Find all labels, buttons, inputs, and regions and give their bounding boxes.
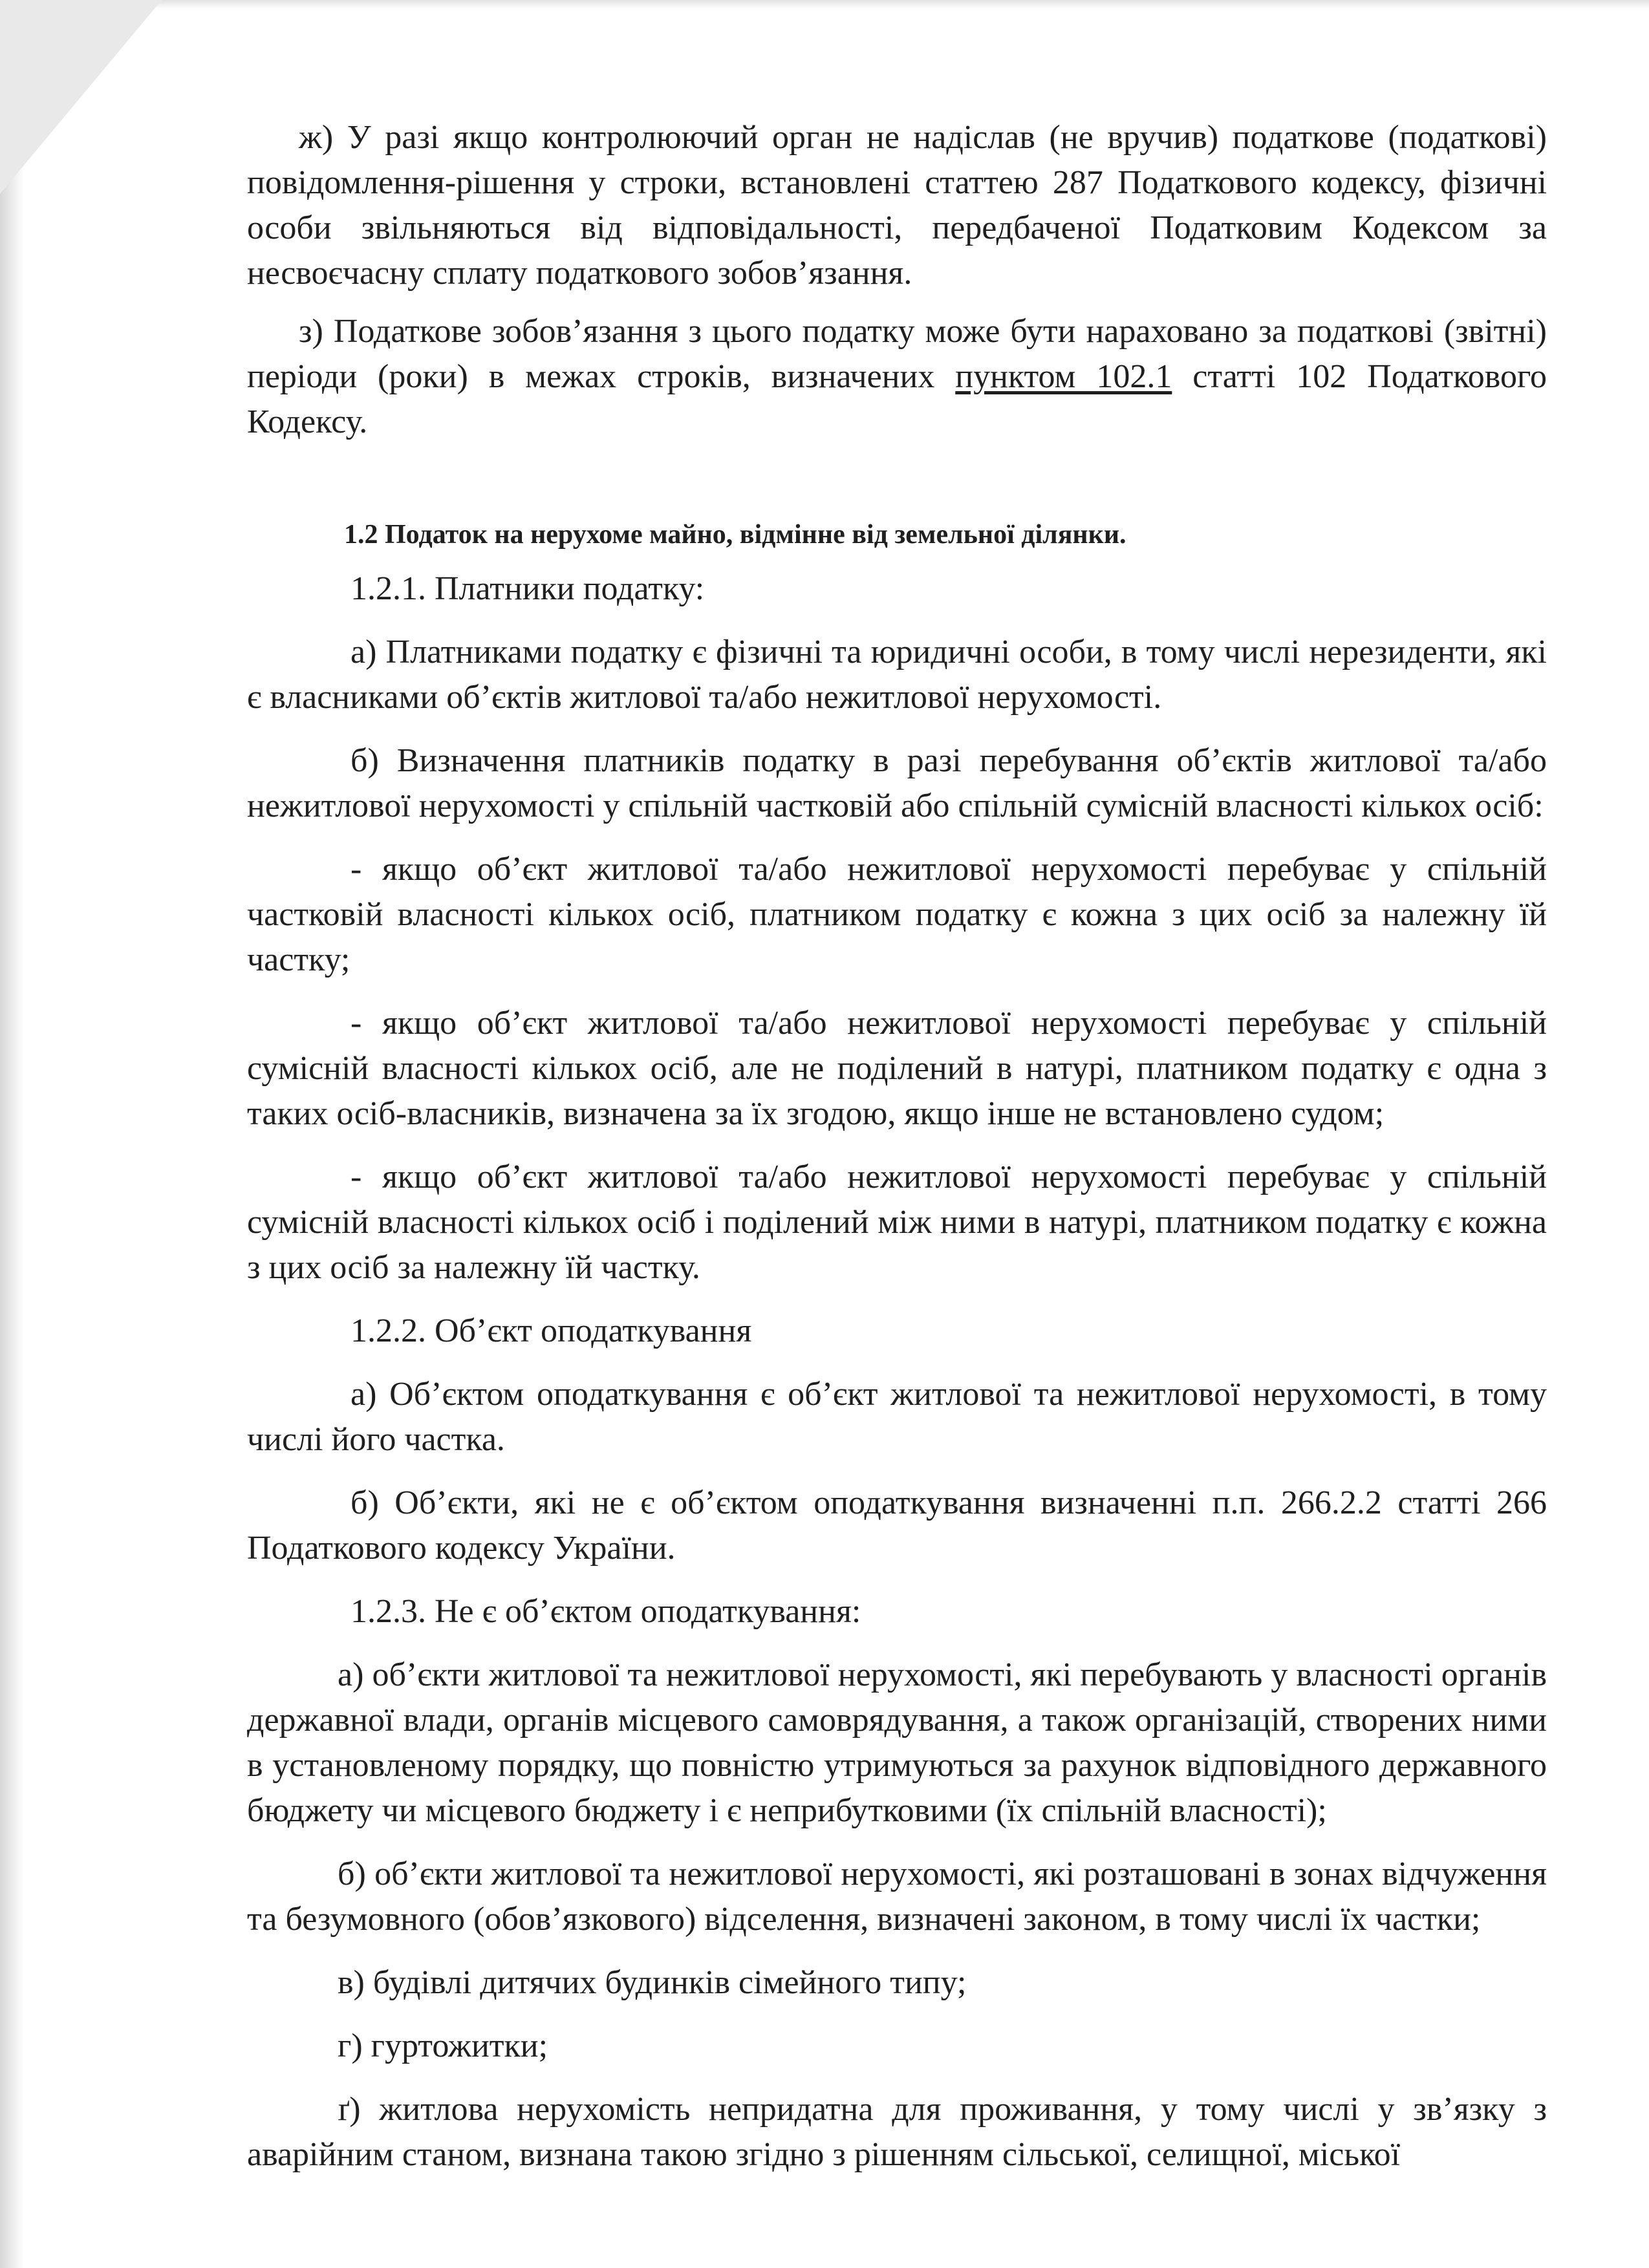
subsection-1-2-2: 1.2.2. Об’єкт оподаткування [350, 1312, 752, 1349]
paragraph-1-2-3-h: г) гуртожитки; [338, 2027, 548, 2064]
paragraph-1-2-3-v: в) будівлі дитячих будинків сімейного типу; [338, 1964, 967, 2001]
paragraph-1-2-3-b: б) об’єкти житлової та нежитлової нерухомості, які розташовані в зонах відчуження та безумовного (обов’язкового) відселення, визначені законом, в тому числі їх частки; [247, 1856, 1547, 1938]
paragraph-1-2-3-g: ґ) житлова нерухомість непридатна для проживання, у тому числі у зв’язку з аварійним станом, визнана такою згідно з рішенням сільської, селищної, міської [247, 2091, 1547, 2173]
paragraph-1-2-3-a: а) об’єкти житлової та нежитлової нерухомості, які перебувають у власності органів державної влади, органів місцевого самоврядування, а також організацій, створених ними в установленому порядку, що повністю утримуються за рахунок відповідного державного бюджету чи місцевого бюджету і є неприбутковими (їх спільній власності); [247, 1656, 1547, 1829]
paragraph-1-2-2-b: б) Об’єкти, які не є об’єктом оподаткування визначенні п.п. 266.2.2 статті 266 Податкового кодексу України. [247, 1484, 1547, 1567]
paragraph-z-end: статті 102 Податкового Кодексу. [247, 358, 1547, 440]
scan-top-edge [0, 0, 1649, 9]
section-heading-1-2: 1.2 Податок на нерухоме майно, відмінне від земельної ділянки. [344, 520, 1126, 550]
paragraph-z-start: з) Податкове зобов’язання з цього податку може бути нараховано за податкові (звітні) періоди (роки) в межах строків, визначених [247, 313, 1547, 395]
paragraph-1-2-1-a: а) Платниками податку є фізичні та юридичні особи, в тому числі нерезиденти, які є власниками об’єктів житлової та/або нежитлової нерухомості. [247, 634, 1547, 716]
paragraph-1-2-2-a: а) Об’єктом оподаткування є об’єкт житлової та нежитлової нерухомості, в тому числі його частка. [247, 1376, 1547, 1458]
bullet-item-2: - якщо об’єкт житлової та/або нежитлової нерухомості перебуває у спільній сумісній власності кількох осіб, але не поділений в натурі, платником податку є одна з таких осіб-власників, визначена за їх згодою, якщо інше не встановлено судом; [247, 1005, 1547, 1132]
bullet-item-3: - якщо об’єкт житлової та/або нежитлової нерухомості перебуває у спільній сумісній власності кількох осіб і поділений між ними в натурі, платником податку є кожна з цих осіб за належну їй частку. [247, 1159, 1547, 1286]
paragraph-1-2-1-b: б) Визначення платників податку в разі перебування об’єктів житлової та/або нежитлової нерухомості у спільній частковій або спільній сумісній власності кількох осіб: [247, 742, 1547, 824]
subsection-1-2-1: 1.2.1. Платники податку: [350, 570, 705, 607]
bullet-item-1: - якщо об’єкт житлової та/або нежитлової нерухомості перебуває у спільній частковій власності кількох осіб, платником податку є кожна з цих осіб за належну їй частку; [247, 851, 1547, 978]
paragraph-z [247, 309, 1547, 445]
subsection-1-2-3: 1.2.3. Не є об’єктом оподаткування: [350, 1593, 861, 1630]
scan-folded-corner [0, 0, 162, 194]
paragraph-z-link[interactable]: пунктом 102.1 [955, 358, 1172, 395]
document-page [247, 115, 1547, 2177]
paragraph-zh: ж) У разі якщо контролюючий орган не надіслав (не вручив) податкове (податкові) повідомлення-рішення у строки, встановлені статтею 287 Податкового кодексу, фізичні особи звільняються від відповідальності, передбаченої Податковим Кодексом за несвоєчасну сплату податкового зобов’язання. [247, 119, 1547, 292]
scan-left-edge [0, 0, 25, 2268]
